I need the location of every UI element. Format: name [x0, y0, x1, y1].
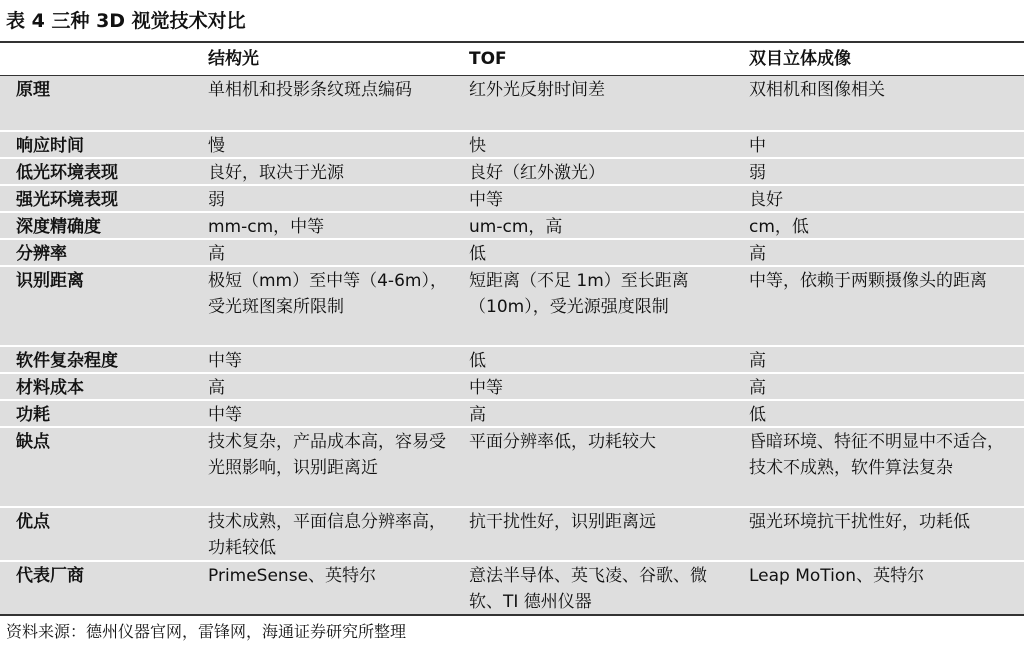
table-row [0, 428, 1024, 508]
table-row [0, 508, 1024, 562]
row-label: 识别距离 [16, 271, 84, 291]
row-label: 原理 [16, 80, 50, 100]
table-cell: 中等 [469, 190, 503, 210]
table-row [0, 562, 1024, 616]
row-label: 软件复杂程度 [16, 351, 118, 371]
table-cell: um-cm，高 [469, 217, 563, 237]
row-label: 响应时间 [16, 136, 84, 156]
table-row [0, 401, 1024, 428]
row-label: 功耗 [16, 405, 50, 425]
column-header-structured-light: 结构光 [208, 49, 259, 69]
table-cell: PrimeSense、英特尔 [208, 566, 377, 586]
table-cell: 低 [469, 351, 486, 371]
table-cell: 良好，取决于光源 [208, 163, 344, 183]
table-row [0, 132, 1024, 159]
column-header-stereo: 双目立体成像 [749, 49, 851, 69]
table-cell: 昏暗环境、特征不明显中不适合，技术不成熟，软件算法复杂 [749, 432, 1004, 478]
bottom-rule [0, 614, 1024, 616]
table-cell: 技术成熟，平面信息分辨率高，功耗较低 [208, 512, 446, 558]
table-cell: 中等 [208, 405, 242, 425]
table-cell: 中等，依赖于两颗摄像头的距离 [749, 271, 987, 291]
table-cell: 短距离（不足 1m）至长距离（10m），受光源强度限制 [469, 271, 689, 317]
table-cell: 中等 [469, 378, 503, 398]
table-cell: 慢 [208, 136, 225, 156]
row-label: 低光环境表现 [16, 163, 118, 183]
table-cell: 低 [749, 405, 766, 425]
table-cell: 低 [469, 244, 486, 264]
table-cell: cm，低 [749, 217, 809, 237]
table-cell: 高 [208, 378, 225, 398]
table-cell: 良好（红外激光） [469, 163, 605, 183]
table-cell: 意法半导体、英飞凌、谷歌、微软、TI 德州仪器 [469, 566, 707, 612]
source-note: 资料来源：德州仪器官网，雷锋网，海通证券研究所整理 [6, 622, 407, 641]
row-label: 深度精确度 [16, 217, 101, 237]
table-row [0, 76, 1024, 132]
table-cell: 技术复杂，产品成本高，容易受光照影响，识别距离近 [208, 432, 446, 478]
row-label: 分辨率 [16, 244, 67, 264]
table-cell: 弱 [749, 163, 766, 183]
table-cell: 双相机和图像相关 [749, 80, 885, 100]
row-label: 代表厂商 [16, 566, 84, 586]
row-label: 材料成本 [16, 378, 84, 398]
table-row [0, 186, 1024, 213]
table-cell: 中 [749, 136, 766, 156]
table-cell: 弱 [208, 190, 225, 210]
table-header [0, 43, 1024, 75]
table-row [0, 347, 1024, 374]
column-header-tof: TOF [469, 49, 507, 69]
table-row [0, 240, 1024, 267]
table-cell: 高 [749, 244, 766, 264]
table-cell: 抗干扰性好，识别距离远 [469, 512, 656, 532]
comparison-table [0, 76, 1024, 616]
table-cell: mm-cm，中等 [208, 217, 325, 237]
table-cell: 良好 [749, 190, 783, 210]
row-label: 强光环境表现 [16, 190, 118, 210]
row-label: 优点 [16, 512, 50, 532]
table-row [0, 213, 1024, 240]
row-label: 缺点 [16, 432, 50, 452]
table-cell: 红外光反射时间差 [469, 80, 605, 100]
table-row [0, 159, 1024, 186]
table-cell: 平面分辨率低，功耗较大 [469, 432, 656, 452]
table-row [0, 374, 1024, 401]
table-cell: 高 [469, 405, 486, 425]
table-cell: 快 [469, 136, 486, 156]
table-cell: 高 [749, 351, 766, 371]
table-cell: 强光环境抗干扰性好，功耗低 [749, 512, 970, 532]
table-cell: 单相机和投影条纹斑点编码 [208, 80, 412, 100]
table-cell: Leap MoTion、英特尔 [749, 566, 925, 586]
table-title: 表 4 三种 3D 视觉技术对比 [6, 10, 246, 32]
table-row [0, 267, 1024, 347]
table-cell: 高 [749, 378, 766, 398]
table-cell: 高 [208, 244, 225, 264]
table-cell: 极短（mm）至中等（4-6m），受光斑图案所限制 [208, 271, 447, 317]
table-cell: 中等 [208, 351, 242, 371]
